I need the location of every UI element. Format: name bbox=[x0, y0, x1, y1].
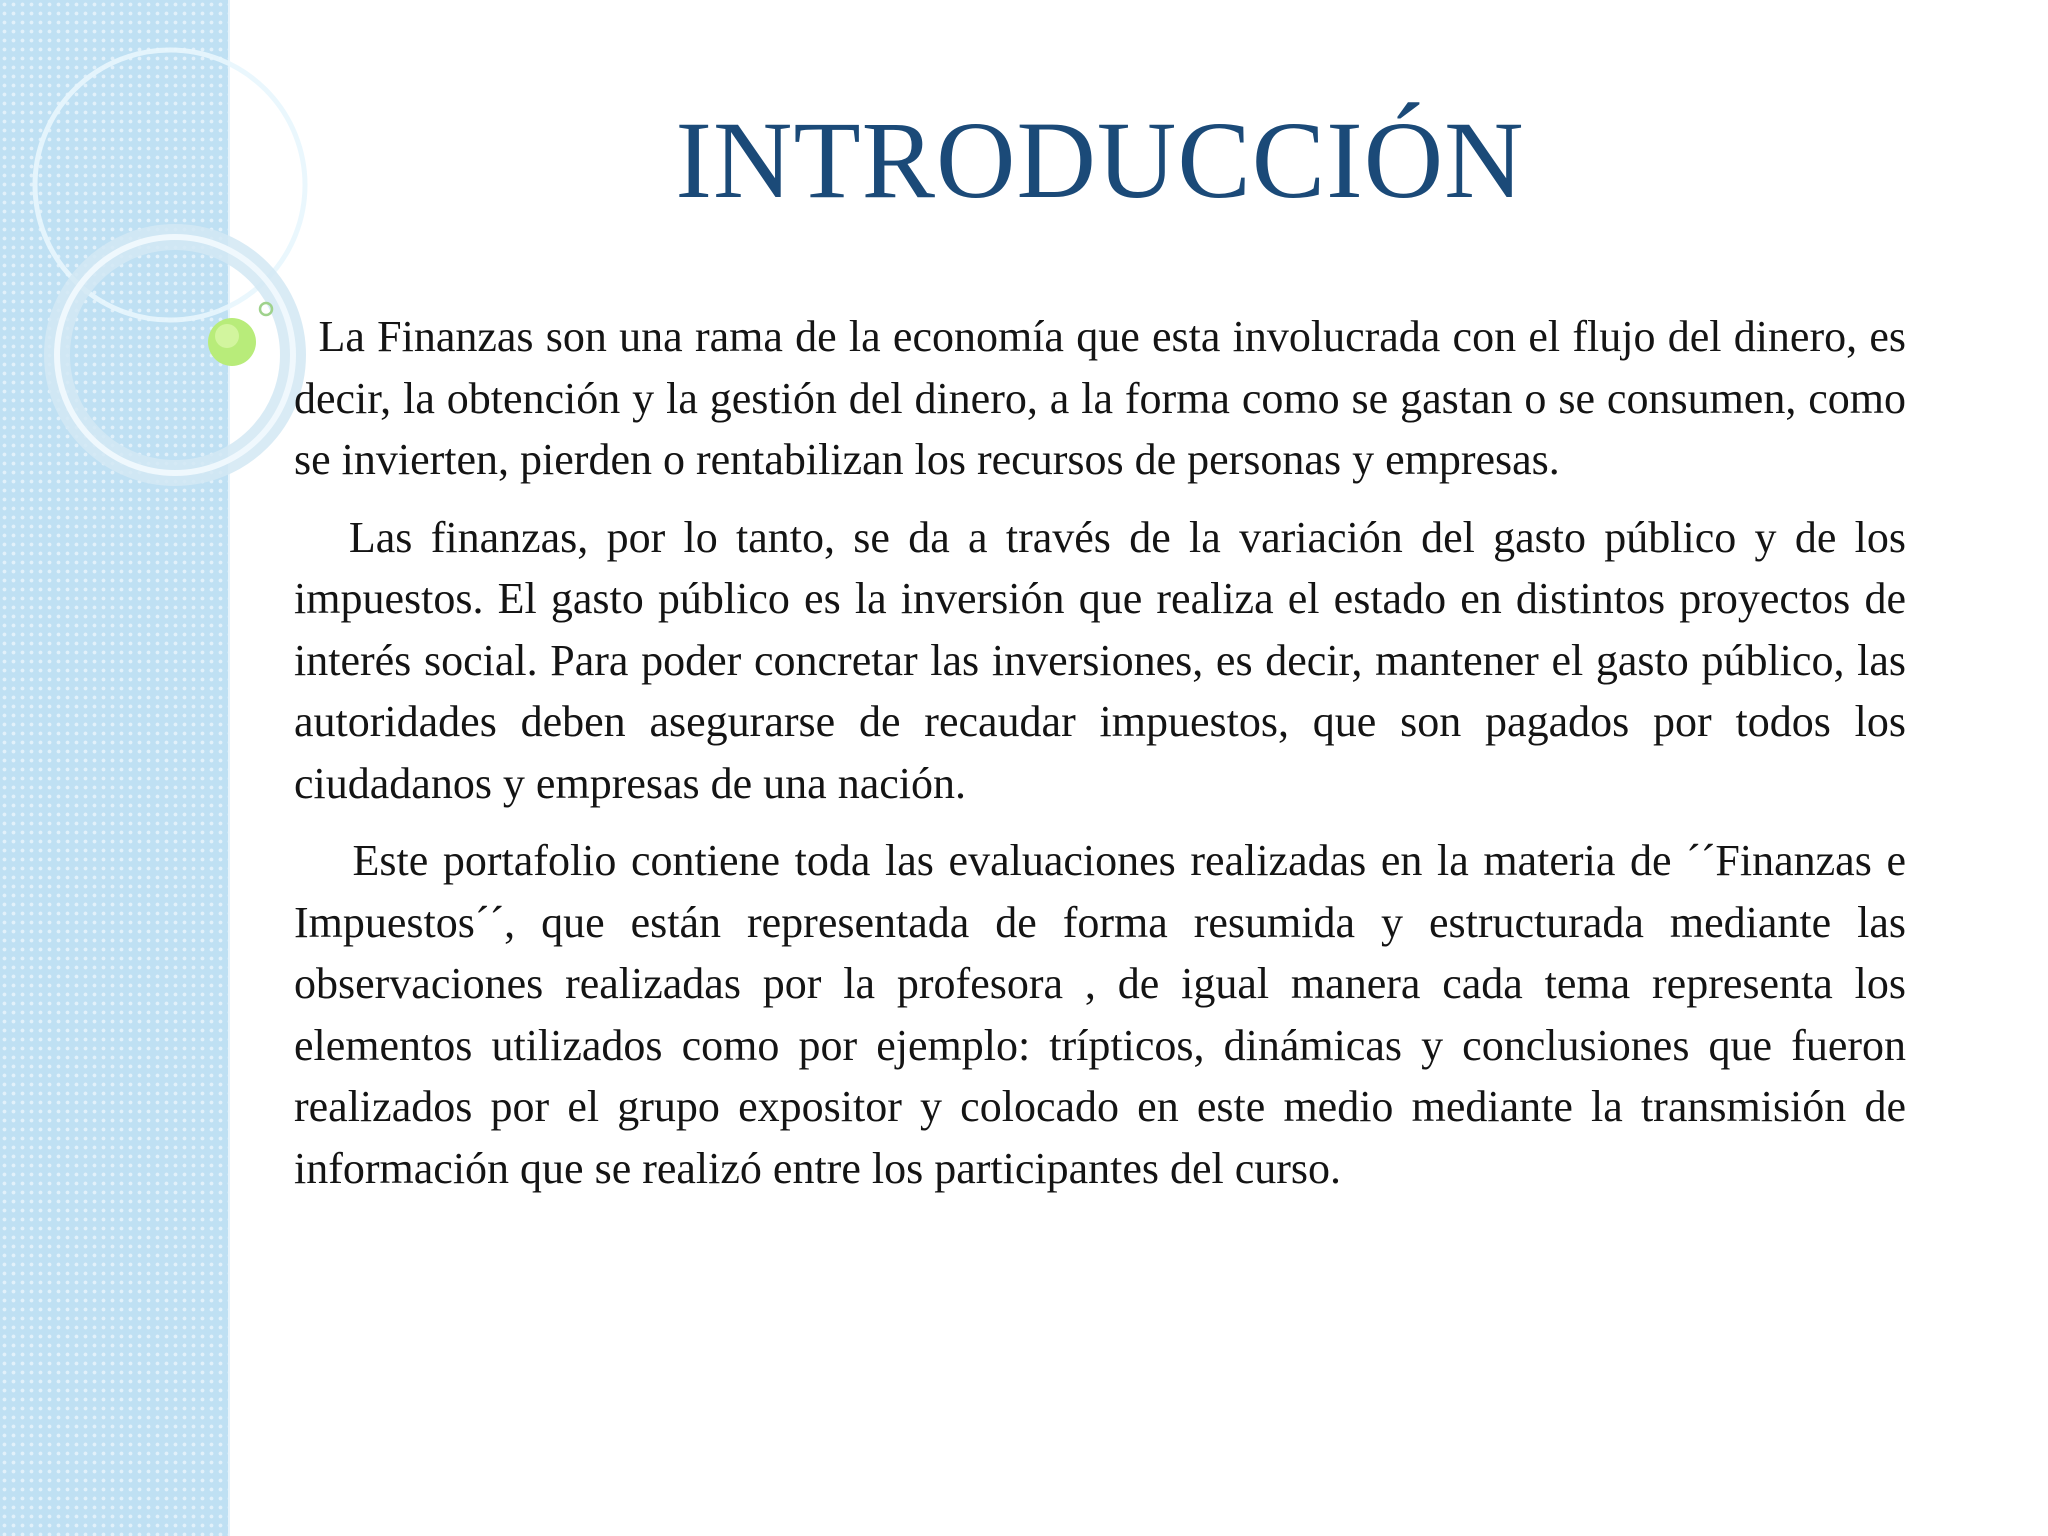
paragraph-finanzas-definicion: La Finanzas son una rama de la economía que esta involucrada con el flujo del dinero, es decir, la obtención y la gestión del dinero, a la forma como se gastan o se consumen, como se invierten, pierden o rentabilizan los recursos de personas y empresas. bbox=[294, 312, 1906, 484]
green-bullet-dot-icon bbox=[208, 318, 256, 366]
paragraph-portafolio: Este portafolio contiene toda las evaluaciones realizadas en la materia de ´´Finanzas e Impuestos´´, que están representada de forma resumida y estructurada mediante las observaciones realizadas por la profesora , de igual manera cada tema representa los elementos utilizados como por ejemplo: trípticos, dinámicas y conclusiones que fueron realizados por el grupo expositor y colocado en este medio mediante la transmisión de información que se realizó entre los participantes del curso. bbox=[294, 836, 1906, 1193]
paragraph-gasto-publico: Las finanzas, por lo tanto, se da a través de la variación del gasto público y de los impuestos. El gasto público es la inversión que realiza el estado en distintos proyectos de interés social. Para poder concretar las inversiones, es decir, mantener el gasto público, las autoridades deben asegurarse de recaudar impuestos, que son pagados por todos los ciudadanos y empresas de una nación. bbox=[294, 512, 1906, 808]
slide-title: INTRODUCCIÓN bbox=[675, 99, 1525, 221]
slide-body bbox=[294, 306, 1906, 1215]
